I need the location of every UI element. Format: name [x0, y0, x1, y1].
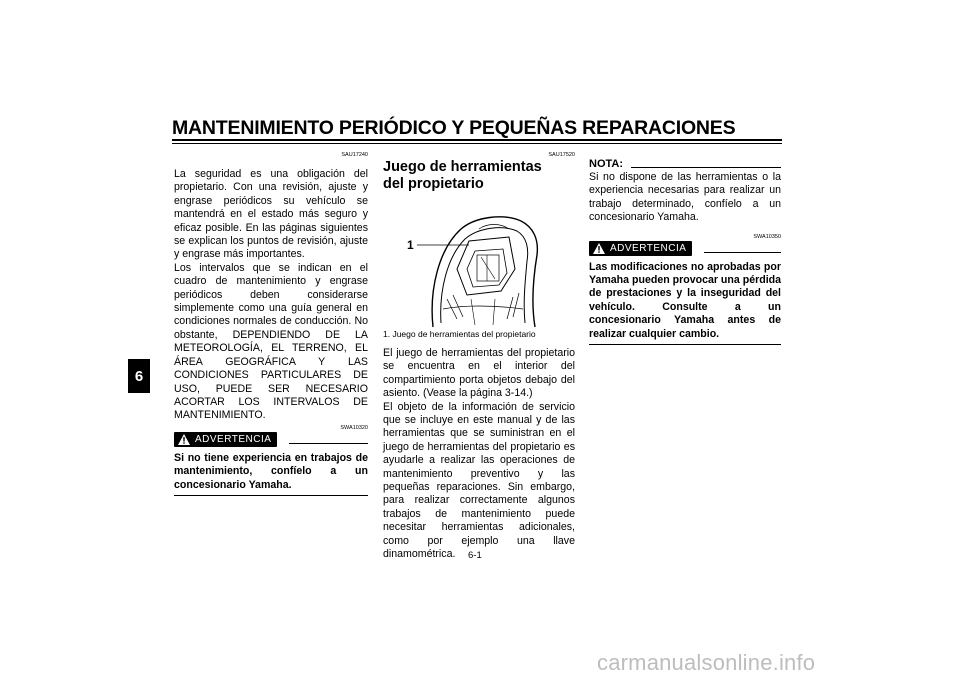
- paragraph: Los intervalos que se indican en el cuadro de mantenimiento y engrase periódicos deben considerarse simplemente como una guía general en condiciones normales de conducción. No obstante, DEPENDIENDO DE LA METEOROLOGÍA, EL TERRENO, EL ÁREA GEOGRÁFICA Y LAS CONDICIONES PARTICULARES DE USO, PUEDE SER NECESARIO ACORTAR LOS INTERVALOS DE MANTENIMIENTO.: [174, 261, 368, 422]
- column-1: [174, 152, 368, 496]
- warning-label-box: [589, 241, 692, 256]
- warning-label: ADVERTENCIA: [195, 433, 272, 445]
- paragraph: El juego de herramientas del propietario se encuentra en el interior del compartimiento porta objetos debajo del asiento. (Vease la página 3-14.): [383, 347, 575, 400]
- seat-compartment-illustration: [383, 199, 575, 329]
- chapter-tab: 6: [128, 359, 150, 393]
- paragraph: La seguridad es una obligación del propietario. Con una revisión, ajuste y engrase periódicos su vehículo se mantendrá en el estado más seguro y eficaz posible. En las páginas siguientes se explican los puntos de revisión, ajuste y engrase más importantes.: [174, 168, 368, 261]
- warning-end-rule: [174, 495, 368, 496]
- tool-kit-figure: [383, 199, 575, 329]
- note-label: NOTA:: [589, 158, 624, 170]
- column-3: [589, 158, 781, 345]
- warning-icon: [178, 434, 190, 445]
- figure-callout: 1: [407, 238, 414, 252]
- title-rule: [172, 139, 782, 141]
- warning-text: Las modificaciones no aprobadas por Yamaha pueden provocar una pérdida de prestaciones y la inseguridad del vehículo. Consulte a un concesionario Yamaha antes de realizar cualquier cambio.: [589, 260, 781, 340]
- warning-label: ADVERTENCIA: [610, 242, 687, 254]
- warning-code: SWA10320: [340, 424, 368, 431]
- warning-end-rule: [589, 344, 781, 345]
- note-header: [589, 158, 781, 170]
- intro-text: [174, 168, 368, 423]
- warning-icon: [593, 243, 605, 254]
- column-2: [383, 152, 575, 562]
- watermark: carmanualsonline.info: [597, 650, 816, 675]
- warning-header: [589, 241, 781, 256]
- paragraph: El objeto de la información de servicio que se incluye en este manual y de las herramientas que se suministran en el juego de herramientas del propietario es ayudarle a realizar las operaciones de mantenimiento preventivo y las pequeñas reparaciones. Sin embargo, para realizar correctamente algunos trabajos de mantenimiento puede necesitar herramientas adicionales, como por ejemplo una llave dinamométrica.: [383, 400, 575, 561]
- warning-label-box: [174, 432, 277, 447]
- warning-rule: [704, 252, 781, 253]
- warning-header: [174, 432, 368, 447]
- warning-text: Si no tiene experiencia en trabajos de mantenimiento, confíelo a un concesionario Yamaha.: [174, 451, 368, 491]
- section-heading: Juego de herramientas del propietario: [383, 159, 542, 192]
- page-number: 6-1: [468, 550, 482, 561]
- page-title: MANTENIMIENTO PERIÓDICO Y PEQUEÑAS REPARACIONES: [172, 117, 736, 139]
- warning-rule: [289, 443, 368, 444]
- note-rule: [631, 167, 781, 168]
- section-body: [383, 347, 575, 562]
- note-text: Si no dispone de las herramientas o la experiencia necesarias para realizar un trabajo determinado, confíelo a un concesionario Yamaha.: [589, 171, 781, 224]
- figure-caption: 1. Juego de herramientas del propietario: [383, 329, 536, 339]
- title-rule-thin: [172, 143, 782, 144]
- section-code: SAU17240: [341, 152, 368, 158]
- section-code: SAU17520: [548, 152, 575, 158]
- warning-code: SWA10350: [753, 233, 781, 240]
